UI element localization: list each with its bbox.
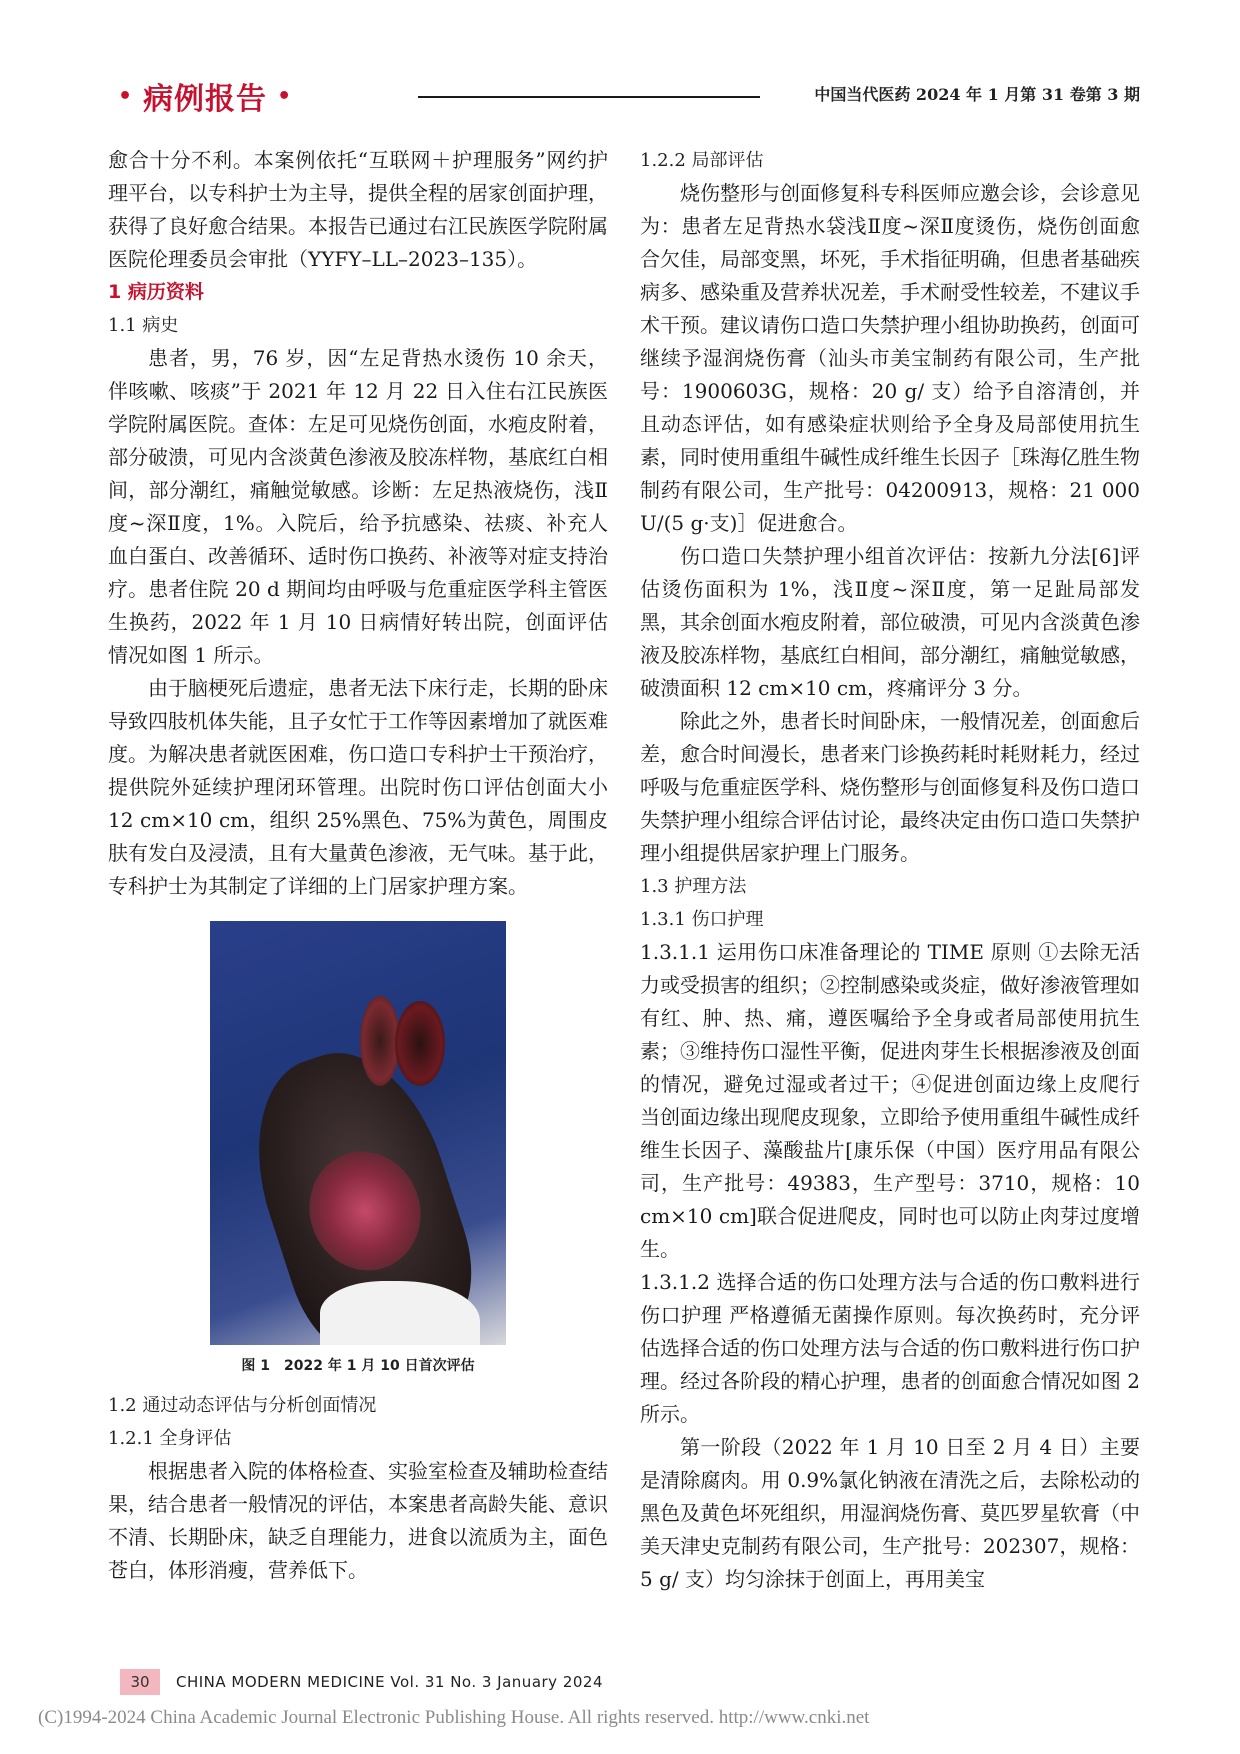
- paragraph: 由于脑梗死后遗症，患者无法下床行走，长期的卧床导致四肢机体失能，且子女忙于工作等因素增加了就医难度。为解决患者就医困难，伤口造口专科护士干预治疗，提供院外延续护理闭环管理。出院时伤口评估创面大小 12 cm×10 cm，组织 25%黑色、75%为黄色，周围皮肤有发白及浸渍，且有大量黄色渗液，无气味。基于此，专科护士为其制定了详细的上门居家护理方案。: [108, 676, 608, 898]
- subsection-heading: 1.3.1 伤口护理: [640, 909, 764, 930]
- journal-info: 中国当代医药 2024 年 1 月第 31 卷第 3 期: [814, 85, 1140, 104]
- bullet-dot-icon: •: [277, 83, 293, 109]
- subsection-heading: 1.1 病史: [108, 315, 179, 336]
- subsection-heading: 1.3 护理方法: [640, 876, 747, 897]
- paragraph: 根据患者入院的体格检查、实验室检查及辅助检查结果，结合患者一般情况的评估，本案患者高龄失能、意识不清、长期卧床，缺乏自理能力，进食以流质为主，面色苍白，体形消瘦，营养低下。: [108, 1459, 608, 1582]
- section-title-text: 病例报告: [143, 82, 268, 117]
- paragraph: 1.3.1.2 选择合适的伤口处理方法与合适的伤口敷料进行伤口护理 严格遵循无菌操作原则。每次换药时，充分评估选择合适的伤口处理方法与合适的伤口敷料进行伤口护理。经过各阶段的精心护理，患者的创面愈合情况如图 2 所示。: [640, 1270, 1140, 1426]
- subsection-heading: 1.2.1 全身评估: [108, 1428, 232, 1449]
- journal-english-name: CHINA MODERN MEDICINE Vol. 31 No. 3 January 2024: [176, 1673, 603, 1691]
- section-heading: 1 病历资料: [108, 281, 204, 303]
- left-column: [108, 144, 608, 1587]
- subsection-heading: 1.2.2 局部评估: [640, 150, 764, 171]
- page-footer: [120, 1668, 603, 1696]
- paragraph: 烧伤整形与创面修复科专科医师应邀会诊，会诊意见为：患者左足背热水袋浅Ⅱ度~深Ⅱ度烫伤，烧伤创面愈合欠佳，局部变黑，坏死，手术指征明确，但患者基础疾病多、感染重及营养状况差，手术耐受性较差，不建议手术干预。建议请伤口造口失禁护理小组协助换药，创面可继续予湿润烧伤膏（汕头市美宝制药有限公司，生产批号：1900603G，规格：20 g/ 支）给予自溶清创，并且动态评估，如有感染症状则给予全身及局部使用抗生素，同时使用重组牛碱性成纤维生长因子［珠海亿胜生物制药有限公司，生产批号：04200913，规格：21 000 U/(5 g·支)］促进愈合。: [640, 181, 1140, 535]
- wound-photo: [210, 921, 506, 1345]
- figure-1: [108, 921, 608, 1375]
- toe-shape: [395, 1001, 445, 1086]
- paragraph: 患者，男，76 岁，因“左足背热水烫伤 10 余天，伴咳嗽、咳痰”于 2021 年 12 月 22 日入住右江民族医学院附属医院。查体：左足可见烧伤创面，水疱皮附着，部分破溃，可见内含淡黄色渗液及胶冻样物，基底红白相间，部分潮红，痛触觉敏感。诊断：左足热液烧伤，浅Ⅱ度~深Ⅱ度，1%。入院后，给予抗感染、祛痰、补充人血白蛋白、改善循环、适时伤口换药、补液等对症支持治疗。患者住院 20 d 期间均由呼吸与危重症医学科主管医生换药，2022 年 1 月 10 日病情好转出院，创面评估情况如图 1 所示。: [108, 346, 608, 667]
- paragraph: 愈合十分不利。本案例依托“互联网＋护理服务”网约护理平台，以专科护士为主导，提供全程的居家创面护理，获得了良好愈合结果。本报告已通过右江民族医学院附属医院伦理委员会审批（YYFY–LL–2023–135）。: [108, 148, 608, 271]
- section-title: [108, 72, 302, 120]
- page-header: [108, 72, 1140, 120]
- header-rule: [418, 96, 760, 98]
- figure-caption: 图 1 2022 年 1 月 10 日首次评估: [241, 1358, 475, 1374]
- copyright-line: (C)1994-2024 China Academic Journal Electronic Publishing House. All rights reserved. http://www.cnki.net: [38, 1707, 870, 1728]
- subsection-heading: 1.2 通过动态评估与分析创面情况: [108, 1395, 377, 1416]
- paragraph: 1.3.1.1 运用伤口床准备理论的 TIME 原则 ①去除无活力或受损害的组织；②控制感染或炎症，做好渗液管理如有红、肿、热、痛，遵医嘱给予全身或者局部使用抗生素；③维持伤口湿性平衡，促进肉芽生长根据渗液及创面的情况，避免过湿或者过干；④促进创面边缘上皮爬行 当创面边缘出现爬皮现象，立即给予使用重组牛碱性成纤维生长因子、藻酸盐片[康乐保（中国）医疗用品有限公司，生产批号：49383，生产型号：3710，规格：10 cm×10 cm]联合促进爬皮，同时也可以防止肉芽过度增生。: [640, 940, 1140, 1261]
- paragraph: 第一阶段（2022 年 1 月 10 日至 2 月 4 日）主要是清除腐肉。用 0.9%氯化钠液在清洗之后，去除松动的黑色及黄色坏死组织，用湿润烧伤膏、莫匹罗星软膏（中美天津史克制药有限公司，生产批号：202307，规格：5 g/ 支）均匀涂抹于创面上，再用美宝: [640, 1435, 1140, 1591]
- paragraph: 除此之外，患者长时间卧床，一般情况差，创面愈后差，愈合时间漫长，患者来门诊换药耗时耗财耗力，经过呼吸与危重症医学科、烧伤整形与创面修复科及伤口造口失禁护理小组综合评估讨论，最终决定由伤口造口失禁护理小组提供居家护理上门服务。: [640, 709, 1140, 865]
- right-column: [640, 144, 1140, 1596]
- bullet-dot-icon: •: [118, 83, 134, 109]
- page-number: 30: [120, 1669, 160, 1695]
- paragraph: 伤口造口失禁护理小组首次评估：按新九分法[6]评估烫伤面积为 1%，浅Ⅱ度~深Ⅱ度，第一足趾局部发黑，其余创面水疱皮附着，部位破溃，可见内含淡黄色渗液及胶冻样物，基底红白相间，部分潮红，痛触觉敏感，破溃面积 12 cm×10 cm，疼痛评分 3 分。: [640, 544, 1140, 700]
- toe-shape: [360, 996, 400, 1086]
